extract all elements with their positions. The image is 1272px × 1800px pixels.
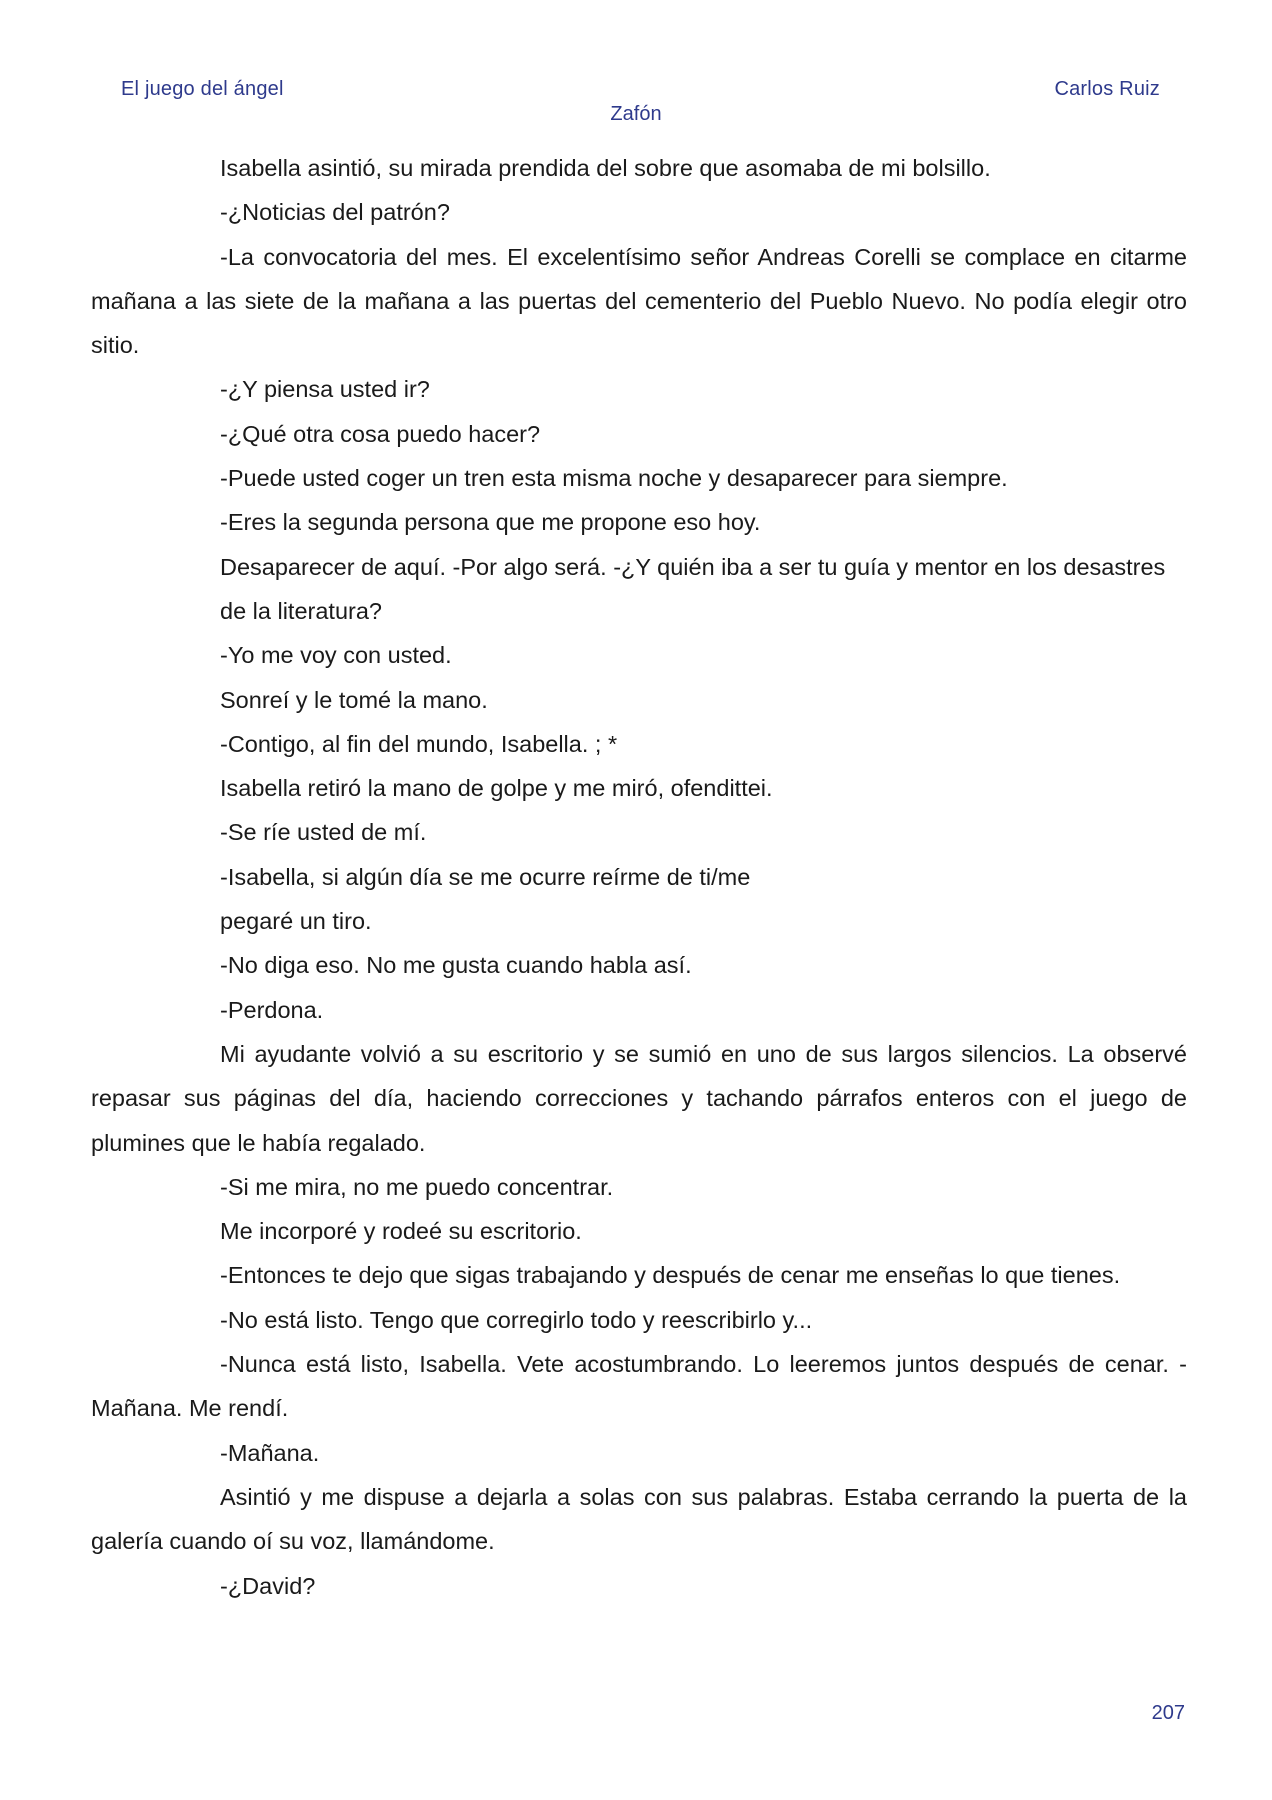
paragraph: Me incorporé y rodeé su escritorio. (220, 1218, 582, 1245)
paragraph: -¿Y piensa usted ir? (220, 376, 430, 403)
paragraph: -Si me mira, no me puedo concentrar. (220, 1173, 614, 1200)
paragraph: -No diga eso. No me gusta cuando habla así. (220, 952, 692, 979)
paragraph: -¿Noticias del patrón? (220, 199, 450, 226)
header-book-title: El juego del ángel (121, 78, 284, 100)
page-number: 207 (1151, 1702, 1185, 1724)
paragraph: -Perdona. (220, 996, 324, 1023)
paragraph: -Nunca está listo, Isabella. Vete acostumbrando. Lo leeremos juntos después de cenar. -Mañana. Me rendí. (91, 1351, 1187, 1422)
paragraph: -Eres la segunda persona que me propone eso hoy. (220, 509, 761, 536)
paragraph: -Yo me voy con usted. (220, 642, 452, 669)
paragraph: -Puede usted coger un tren esta misma noche y desaparecer para siempre. (220, 465, 1008, 492)
paragraph: Mi ayudante volvió a su escritorio y se sumió en uno de sus largos silencios. La observé repasar sus páginas del día, haciendo correcciones y tachando párrafos enteros con el juego de plumines que le había regalado. (91, 1040, 1187, 1156)
header-author-last: Zafón (610, 103, 662, 125)
paragraph: -¿David? (220, 1572, 316, 1599)
paragraph: Asintió y me dispuse a dejarla a solas con sus palabras. Estaba cerrando la puerta de la galería cuando oí su voz, llamándome. (91, 1483, 1187, 1555)
header-author-first: Carlos Ruiz (1054, 78, 1160, 100)
paragraph: -¿Qué otra cosa puedo hacer? (220, 420, 541, 447)
paragraph: de la literatura? (220, 597, 382, 624)
paragraph: -Entonces te dejo que sigas trabajando y después de cenar me enseñas lo que tienes. (220, 1262, 1121, 1289)
paragraph: Isabella asintió, su mirada prendida del sobre que asomaba de mi bolsillo. (220, 155, 991, 181)
paragraph: -Mañana. (220, 1439, 320, 1466)
paragraph: -Contigo, al fin del mundo, Isabella. ; * (220, 730, 618, 757)
paragraph: Isabella retiró la mano de golpe y me miró, ofendittei. (220, 775, 773, 802)
paragraph: Desaparecer de aquí. -Por algo será. -¿Y quién iba a ser tu guía y mentor en los desastres (220, 553, 1166, 580)
paragraph: pegaré un tiro. (220, 908, 372, 935)
paragraph: -La convocatoria del mes. El excelentísimo señor Andreas Corelli se complace en citarme mañana a las siete de la mañana a las puertas del cementerio del Pueblo Nuevo. No podía elegir otro sitio. (91, 243, 1187, 359)
paragraph: -Se ríe usted de mí. (220, 819, 427, 846)
paragraph: -Isabella, si algún día se me ocurre reírme de ti/me (220, 863, 751, 890)
paragraph: -No está listo. Tengo que corregirlo todo y reescribirlo y... (220, 1306, 813, 1333)
body-text (91, 146, 1187, 1608)
paragraph: Sonreí y le tomé la mano. (220, 686, 488, 713)
